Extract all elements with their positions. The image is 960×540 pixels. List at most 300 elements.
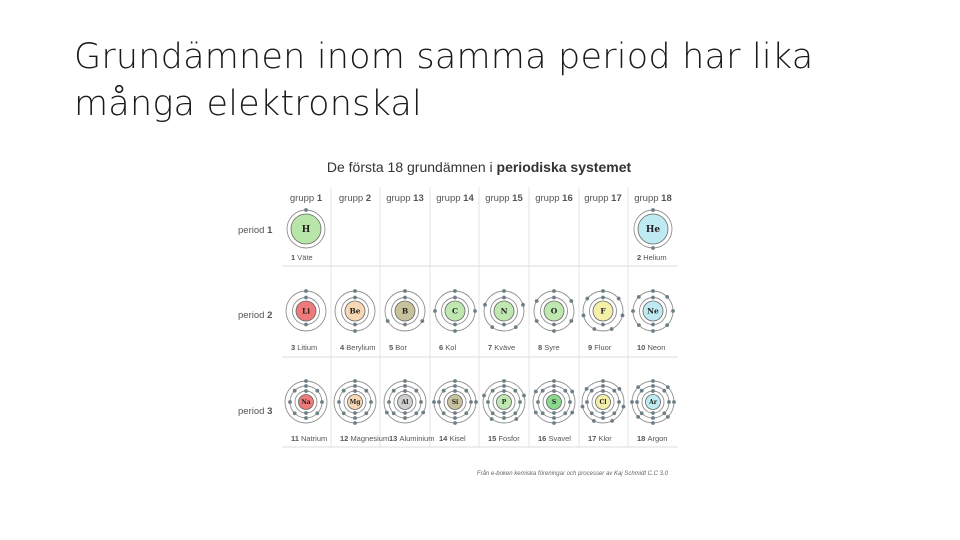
electron [570, 411, 574, 415]
electron [320, 400, 324, 404]
electron [403, 389, 407, 393]
period-number: 3 [267, 406, 273, 417]
electron [392, 389, 396, 393]
electron [342, 411, 346, 415]
element-symbol: B [401, 306, 409, 316]
electron [612, 411, 616, 415]
group-headers [290, 193, 672, 204]
atom-väte [287, 208, 325, 262]
source-caption: Från e-boken kemiska föreningar och processer av Kaj Schmidt C.C 3.0 [476, 471, 668, 477]
electron [535, 299, 539, 303]
electron [491, 411, 495, 415]
group-header-13 [386, 193, 424, 204]
electron [640, 389, 644, 393]
electron [651, 296, 655, 300]
electron [552, 329, 556, 333]
slide-title: Grundämnen inom samma period har lika många elektronskal [74, 37, 814, 124]
electron [585, 387, 589, 391]
group-number: 14 [463, 193, 474, 204]
electron [353, 329, 357, 333]
electron [665, 323, 669, 327]
electron [304, 296, 308, 300]
group-word: grupp [634, 193, 662, 204]
atomic-number: 13 [389, 434, 400, 443]
electron [651, 379, 655, 383]
electron [486, 400, 490, 404]
electron [651, 323, 655, 327]
electron [403, 384, 407, 388]
electron [534, 411, 538, 415]
element-symbol: P [501, 399, 507, 407]
electron [385, 411, 389, 415]
element-name: Aluminium [399, 434, 435, 443]
atom-natrium [285, 379, 327, 443]
electron [304, 289, 308, 293]
group-number: 2 [365, 193, 372, 204]
electron [569, 319, 573, 323]
electron [536, 400, 540, 404]
atom-neon [631, 289, 675, 352]
electron [304, 411, 308, 415]
element-label [588, 343, 612, 352]
electron [640, 411, 644, 415]
element-label [340, 434, 389, 443]
electron [353, 296, 357, 300]
electron [502, 323, 506, 327]
element-symbol: Be [349, 306, 361, 316]
electron [453, 416, 457, 420]
electron [610, 419, 614, 423]
electron [473, 309, 477, 313]
electron [453, 329, 457, 333]
electron [420, 319, 424, 323]
electron [502, 416, 506, 420]
electron [442, 411, 446, 415]
element-name: Fluor [594, 343, 612, 352]
atomic-number: 12 [340, 434, 351, 443]
electron [453, 379, 457, 383]
atomic-number: 17 [588, 434, 599, 443]
diagram-title-bold: periodiska systemet [496, 159, 632, 175]
period-labels [238, 225, 273, 417]
electron [353, 416, 357, 420]
atom-kväve [483, 289, 525, 352]
electron [513, 411, 517, 415]
electron [453, 421, 457, 425]
atomic-number: 9 [588, 343, 595, 352]
electron [304, 384, 308, 388]
element-symbol: S [551, 399, 557, 407]
electron [453, 389, 457, 393]
electron [581, 405, 585, 409]
electron [552, 289, 556, 293]
electron [403, 416, 407, 420]
period-word: period [238, 225, 268, 236]
element-symbol: C [452, 306, 458, 316]
element-symbol: Al [401, 399, 409, 407]
group-word: grupp [584, 193, 612, 204]
group-header-17 [584, 193, 622, 204]
electron [514, 325, 518, 329]
electron [353, 421, 357, 425]
element-label [637, 434, 667, 443]
atom-aluminium [384, 379, 434, 443]
electron [386, 319, 390, 323]
element-name: Neon [647, 343, 666, 352]
element-symbol: Ne [647, 306, 659, 316]
atom-svavel [533, 379, 575, 443]
atomic-number: 1 [291, 253, 298, 262]
element-name: Fosfor [498, 434, 520, 443]
element-name: Magnesium [350, 434, 390, 443]
electron [353, 384, 357, 388]
period-label-2 [238, 310, 272, 321]
group-word: grupp [289, 193, 317, 204]
atomic-number: 2 [637, 253, 644, 262]
electron [453, 296, 457, 300]
atomic-number: 15 [488, 434, 499, 443]
electron [541, 389, 545, 393]
electron [541, 411, 545, 415]
electron [453, 323, 457, 327]
electron [601, 323, 605, 327]
electron [353, 411, 357, 415]
element-name: Klor [598, 434, 612, 443]
electron [353, 389, 357, 393]
electron [364, 411, 368, 415]
group-header-18 [634, 193, 672, 204]
atom-helium [634, 208, 672, 262]
element-label [291, 253, 313, 262]
electron [665, 295, 669, 299]
element-symbol: Ar [649, 399, 657, 407]
electron [502, 379, 506, 383]
period-number: 1 [267, 225, 273, 236]
atom-berylium [335, 289, 375, 352]
electron [304, 389, 308, 393]
element-name: Kväve [494, 343, 516, 352]
electron [421, 411, 425, 415]
electron [617, 297, 621, 301]
atom-magnesium [334, 379, 389, 443]
element-symbol: He [645, 225, 661, 236]
atomic-number: 8 [538, 343, 545, 352]
group-word: grupp [436, 193, 464, 204]
electron [502, 411, 506, 415]
element-name: Svavel [548, 434, 571, 443]
electron [671, 309, 675, 313]
element-name: Berylium [346, 343, 376, 352]
atomic-number: 4 [340, 343, 347, 352]
electron [651, 389, 655, 393]
group-word: grupp [535, 193, 563, 204]
electron [585, 297, 589, 301]
group-header-15 [485, 193, 523, 204]
electron [293, 389, 297, 393]
electron [432, 400, 436, 404]
atomic-number: 11 [291, 434, 302, 443]
electron [651, 411, 655, 415]
electron [582, 314, 586, 318]
atomic-number: 18 [637, 434, 648, 443]
electron [502, 289, 506, 293]
electron [293, 411, 297, 415]
electron [353, 289, 357, 293]
electron [513, 389, 517, 393]
electron [651, 384, 655, 388]
atom-fosfor [482, 379, 526, 443]
electron [304, 416, 308, 420]
electron [637, 295, 641, 299]
electron [502, 384, 506, 388]
element-symbol: F [600, 306, 606, 316]
group-word: grupp [485, 193, 513, 204]
electron [601, 296, 605, 300]
electron [483, 303, 487, 307]
element-name: Kol [445, 343, 457, 352]
electron [651, 421, 655, 425]
electron [364, 389, 368, 393]
electron [522, 394, 526, 398]
atomic-number: 14 [439, 434, 450, 443]
electron [552, 379, 556, 383]
electron [403, 379, 407, 383]
electron [535, 319, 539, 323]
electron [592, 419, 596, 423]
atom-klor [581, 379, 626, 443]
element-label [488, 343, 515, 352]
electron [464, 389, 468, 393]
atomic-number: 16 [538, 434, 549, 443]
diagram-title [327, 159, 632, 175]
electron [617, 400, 621, 404]
group-number: 13 [413, 193, 424, 204]
electron [621, 314, 625, 318]
group-number: 18 [661, 193, 672, 204]
atom-kisel [432, 379, 478, 443]
element-name: Kisel [449, 434, 466, 443]
electron [403, 323, 407, 327]
element-label [389, 343, 407, 352]
atomic-number: 6 [439, 343, 446, 352]
electron [651, 329, 655, 333]
electron [552, 296, 556, 300]
electron [521, 303, 525, 307]
element-label [588, 434, 612, 443]
period-word: period [238, 406, 268, 417]
electron [601, 289, 605, 293]
atom-models [285, 208, 676, 443]
electron [590, 411, 594, 415]
electron [651, 416, 655, 420]
table-grid [282, 187, 678, 447]
electron [288, 400, 292, 404]
electron [453, 411, 457, 415]
electron [315, 389, 319, 393]
electron [672, 400, 676, 404]
electron [662, 411, 666, 415]
group-word: grupp [338, 193, 366, 204]
element-name: Argon [647, 434, 668, 443]
element-symbol: Na [301, 399, 311, 407]
atomic-number: 5 [389, 343, 396, 352]
electron [552, 416, 556, 420]
group-number: 1 [316, 193, 323, 204]
electron [637, 323, 641, 327]
electron [534, 390, 538, 394]
electron [490, 325, 494, 329]
electron [490, 417, 494, 421]
element-name: Syre [544, 343, 560, 352]
period-label-3 [238, 406, 272, 417]
electron [419, 400, 423, 404]
atom-argon [630, 379, 676, 443]
group-header-16 [535, 193, 573, 204]
electron [563, 389, 567, 393]
electron [631, 309, 635, 313]
electron [563, 411, 567, 415]
element-symbol: N [500, 306, 508, 316]
electron [353, 323, 357, 327]
electron [662, 389, 666, 393]
electron [552, 411, 556, 415]
element-symbol: Li [301, 306, 311, 316]
electron [636, 415, 640, 419]
electron [403, 296, 407, 300]
element-label [291, 343, 317, 352]
electron [585, 400, 589, 404]
electron [437, 400, 441, 404]
electron [502, 389, 506, 393]
atom-kol [433, 289, 477, 352]
electron [552, 384, 556, 388]
electron [666, 385, 670, 389]
atom-syre [534, 289, 574, 352]
element-name: Natrium [301, 434, 328, 443]
element-label [439, 343, 456, 352]
electron [442, 389, 446, 393]
electron [337, 400, 341, 404]
element-label [340, 343, 375, 352]
element-label [439, 434, 466, 443]
group-number: 15 [512, 193, 523, 204]
element-symbol: H [301, 225, 311, 236]
electron [610, 327, 614, 331]
electron [667, 400, 671, 404]
electron [304, 208, 308, 212]
electron [342, 389, 346, 393]
electron [453, 289, 457, 293]
group-header-2 [339, 193, 371, 204]
element-label [637, 343, 665, 352]
electron [469, 400, 473, 404]
electron [403, 411, 407, 415]
electron [601, 416, 605, 420]
electron [601, 379, 605, 383]
electron [414, 411, 418, 415]
electron [304, 379, 308, 383]
element-label [637, 253, 667, 262]
period-word: period [238, 310, 268, 321]
electron [369, 400, 373, 404]
electron [570, 390, 574, 394]
electron [474, 400, 478, 404]
element-label [389, 434, 434, 443]
electron [433, 309, 437, 313]
element-name: Litium [297, 343, 318, 352]
atom-bor [385, 289, 425, 352]
element-name: Helium [643, 253, 667, 262]
electron [618, 387, 622, 391]
element-label [291, 434, 327, 443]
electron [514, 417, 518, 421]
electron [552, 323, 556, 327]
electron [651, 246, 655, 250]
electron [414, 389, 418, 393]
element-symbol: Mg [349, 399, 361, 407]
element-label [538, 343, 560, 352]
electron [601, 411, 605, 415]
electron [601, 384, 605, 388]
electron [635, 400, 639, 404]
electron [612, 389, 616, 393]
electron [518, 400, 522, 404]
element-symbol: Si [451, 399, 459, 407]
electron [601, 389, 605, 393]
electron [636, 385, 640, 389]
period-number: 2 [267, 310, 273, 321]
electron [592, 327, 596, 331]
atom-litium [286, 289, 326, 352]
atomic-number: 7 [488, 343, 495, 352]
electron [622, 405, 626, 409]
element-name: Bor [395, 343, 407, 352]
element-label [488, 434, 520, 443]
electron [453, 384, 457, 388]
element-symbol: O [550, 306, 558, 316]
electron [387, 400, 391, 404]
electron [590, 389, 594, 393]
electron [651, 208, 655, 212]
diagram-title-prefix: De första 18 grundämnen i [326, 159, 497, 175]
electron [315, 411, 319, 415]
electron [568, 400, 572, 404]
electron [491, 389, 495, 393]
group-number: 17 [611, 193, 622, 204]
atomic-number: 3 [291, 343, 298, 352]
electron [403, 289, 407, 293]
element-symbol: Cl [599, 399, 607, 407]
electron [569, 299, 573, 303]
electron [630, 400, 634, 404]
group-number: 16 [562, 193, 573, 204]
electron [353, 379, 357, 383]
electron [304, 323, 308, 327]
element-name: Väte [297, 253, 313, 262]
group-header-14 [436, 193, 474, 204]
atomic-number: 10 [637, 343, 648, 352]
electron [482, 394, 486, 398]
atom-fluor [582, 289, 625, 352]
electron [552, 389, 556, 393]
electron [392, 411, 396, 415]
element-label [538, 434, 571, 443]
electron [502, 296, 506, 300]
period-label-1 [238, 225, 273, 236]
electron [651, 289, 655, 293]
group-header-1 [290, 193, 323, 204]
electron [552, 421, 556, 425]
